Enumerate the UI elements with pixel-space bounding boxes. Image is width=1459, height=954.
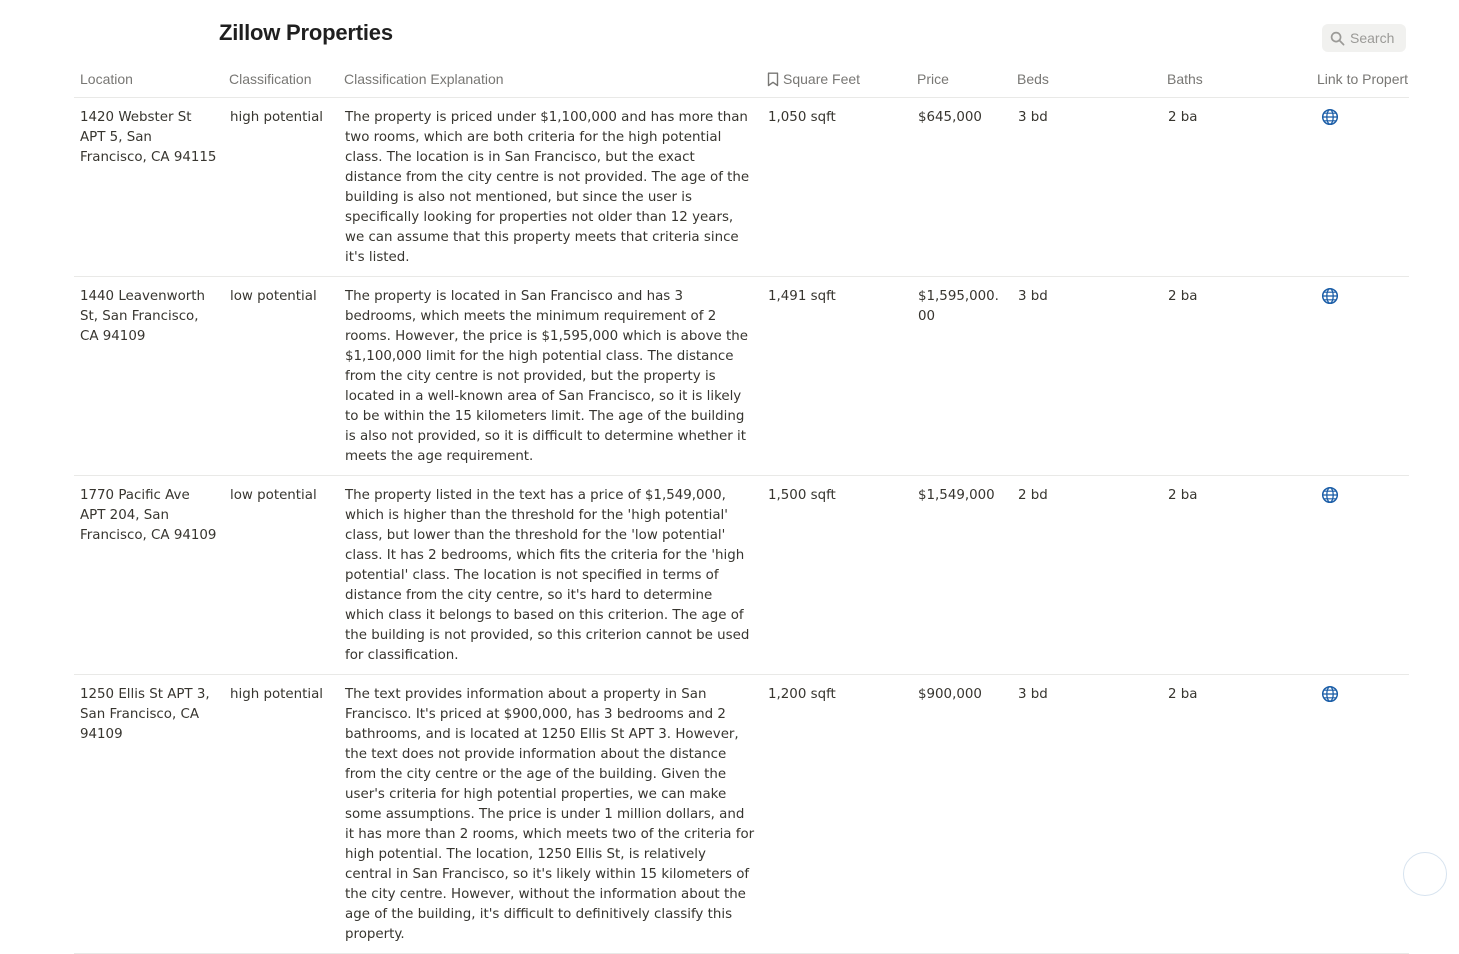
cell-beds: 2 bd — [1018, 488, 1048, 503]
cell-link — [1311, 98, 1409, 276]
cell-price: $645,000 — [918, 110, 982, 125]
cell-price: $1,595,000.00 — [918, 289, 999, 324]
cell-link — [1311, 277, 1409, 475]
column-header-link[interactable]: Link to Propert — [1317, 71, 1409, 87]
cell-baths: 2 ba — [1168, 488, 1198, 503]
cell-explanation: The property is priced under $1,100,000 and has more than two rooms, which are both criteria for the high potential class. The location is in San Francisco, but the exact distance from the city centre is not provided. The age of the building is also not mentioned, but since the user is specifically looking for properties not older than 12 years, we can assume that this property meets that criteria since it's listed. — [345, 110, 750, 265]
cell-beds: 3 bd — [1018, 110, 1048, 125]
cell-classification: high potential — [230, 687, 324, 702]
cell-beds: 3 bd — [1018, 687, 1048, 702]
cell-link — [1311, 675, 1409, 953]
cell-classification: low potential — [230, 289, 317, 304]
cell-baths: 2 ba — [1168, 289, 1198, 304]
table-row[interactable] — [74, 675, 1409, 954]
cell-location: 1770 Pacific Ave APT 204, San Francisco, CA 94109 — [80, 488, 217, 543]
globe-icon[interactable] — [1321, 486, 1339, 504]
bookmark-icon — [767, 71, 779, 90]
globe-icon[interactable] — [1321, 287, 1339, 305]
column-header-square-feet[interactable] — [761, 60, 911, 97]
cell-location: 1440 Leavenworth St, San Francisco, CA 94109 — [80, 289, 206, 344]
column-header-price[interactable]: Price — [917, 71, 949, 87]
table-header-row — [74, 60, 1409, 98]
cell-price: $900,000 — [918, 687, 982, 702]
help-button[interactable] — [1403, 852, 1447, 896]
cell-location: 1250 Ellis St APT 3, San Francisco, CA 94109 — [80, 687, 210, 742]
cell-baths: 2 ba — [1168, 687, 1198, 702]
search-button[interactable] — [1322, 24, 1406, 52]
cell-classification: high potential — [230, 110, 324, 125]
column-header-baths[interactable]: Baths — [1167, 71, 1203, 87]
search-label: Search — [1350, 30, 1395, 46]
cell-location: 1420 Webster St APT 5, San Francisco, CA 94115 — [80, 110, 217, 165]
page-title: Zillow Properties — [219, 20, 393, 45]
cell-baths: 2 ba — [1168, 110, 1198, 125]
cell-square-feet: 1,500 sqft — [768, 488, 836, 503]
table-row[interactable] — [74, 277, 1409, 476]
cell-explanation: The property listed in the text has a price of $1,549,000, which is higher than the threshold for the 'high potential' class, but lower than the threshold for the 'low potential' class. It has 2 bedrooms, which fits the criteria for the 'high potential' class. The location is not specified in terms of distance from the city centre, so it's hard to determine which class it belongs to based on this criterion. The age of the building is not provided, so this criterion cannot be used for classification. — [345, 488, 750, 663]
globe-icon[interactable] — [1321, 108, 1339, 126]
table-row[interactable] — [74, 476, 1409, 675]
column-header-location[interactable]: Location — [80, 71, 133, 87]
column-header-explanation[interactable]: Classification Explanation — [344, 71, 504, 87]
cell-square-feet: 1,050 sqft — [768, 110, 836, 125]
search-icon — [1330, 31, 1345, 46]
cell-square-feet: 1,200 sqft — [768, 687, 836, 702]
cell-price: $1,549,000 — [918, 488, 995, 503]
cell-square-feet: 1,491 sqft — [768, 289, 836, 304]
cell-classification: low potential — [230, 488, 317, 503]
globe-icon[interactable] — [1321, 685, 1339, 703]
properties-table — [74, 60, 1409, 942]
cell-explanation: The property is located in San Francisco and has 3 bedrooms, which meets the minimum requirement of 2 rooms. However, the price is $1,595,000 which is above the $1,100,000 limit for the high potential class. The distance from the city centre is not provided, but the property is located in a well-known area of San Francisco, so it is likely to be within the 15 kilometers limit. The age of the building is also not provided, so it is difficult to determine whether it meets the age requirement. — [345, 289, 748, 464]
column-header-square-feet-label: Square Feet — [783, 71, 861, 87]
table-row[interactable] — [74, 98, 1409, 277]
cell-link — [1311, 476, 1409, 674]
column-header-beds[interactable]: Beds — [1017, 71, 1049, 87]
cell-beds: 3 bd — [1018, 289, 1048, 304]
cell-explanation: The text provides information about a property in San Francisco. It's priced at $900,000, has 3 bedrooms and 2 bathrooms, and is located at 1250 Ellis St APT 3. However, the text does not provide information about the distance from the city centre or the age of the building. Given the user's criteria for high potential properties, we can make some assumptions. The price is under 1 million dollars, and it has more than 2 rooms, which meets two of the criteria for high potential. The location, 1250 Ellis St, is relatively central in San Francisco, so it's likely within 15 kilometers of the city centre. However, without the information about the age of the building, it's difficult to definitively classify this property. — [345, 687, 755, 942]
column-header-classification[interactable]: Classification — [229, 71, 312, 87]
